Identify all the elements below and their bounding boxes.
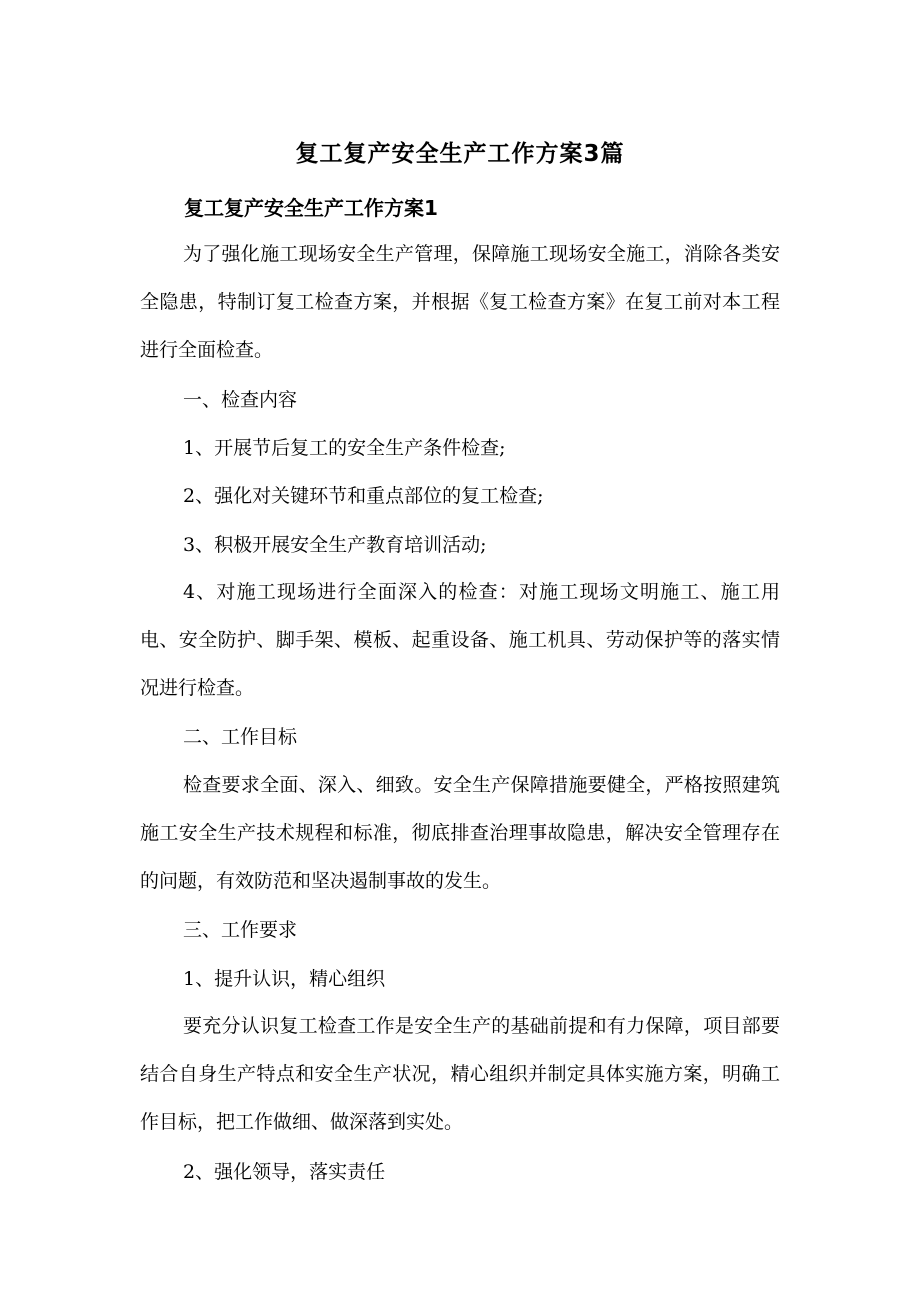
list-item: 2、强化对关键环节和重点部位的复工检查; [183, 485, 544, 507]
requirement-paragraph: 要充分认识复工检查工作是安全生产的基础前提和有力保障，项目部要结合自身生产特点和安全生产状况，精心组织并制定具体实施方案，明确工作目标，把工作做细、做深落到实处。 [140, 1015, 780, 1133]
intro-paragraph: 为了强化施工现场安全生产管理，保障施工现场安全施工，消除各类安全隐患，特制订复工检查方案，并根据《复工检查方案》在复工前对本工程进行全面检查。 [140, 243, 780, 361]
list-item: 3、积极开展安全生产教育培训活动; [183, 534, 487, 556]
goal-paragraph: 检查要求全面、深入、细致。安全生产保障措施要健全，严格按照建筑施工安全生产技术规程和标准，彻底排查治理事故隐患，解决安全管理存在的问题，有效防范和坚决遏制事故的发生。 [140, 774, 780, 892]
document-title: 复工复产安全生产工作方案3篇 [295, 141, 625, 167]
heading-work-goals: 二、工作目标 [183, 726, 298, 748]
heading-inspection-content: 一、检查内容 [183, 389, 298, 411]
list-item-paragraph: 4、对施工现场进行全面深入的检查：对施工现场文明施工、施工用电、安全防护、脚手架、模板、起重设备、施工机具、劳动保护等的落实情况进行检查。 [140, 581, 780, 699]
list-item: 1、开展节后复工的安全生产条件检查; [183, 437, 506, 459]
section-title: 复工复产安全生产工作方案1 [184, 196, 438, 220]
heading-work-requirements: 三、工作要求 [183, 919, 298, 941]
requirement-title: 1、提升认识，精心组织 [183, 968, 386, 990]
requirement-title: 2、强化领导，落实责任 [183, 1161, 386, 1183]
